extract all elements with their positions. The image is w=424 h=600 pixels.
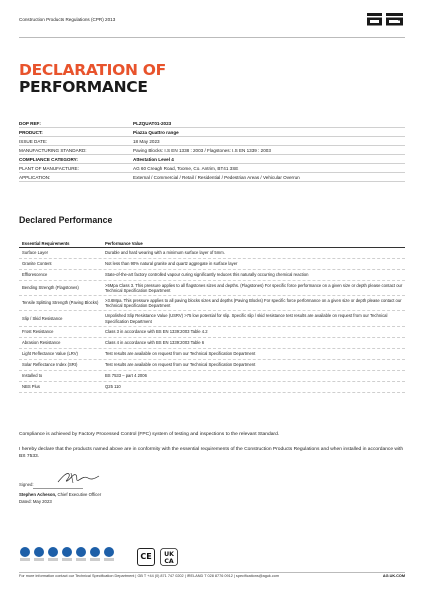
signer-role: Chief Executive Officer (57, 492, 102, 497)
meta-key: DOP REF: (19, 120, 41, 126)
meta-value: PLZQUAT01-2023 (133, 120, 172, 126)
meta-value: External / Commercial / Retail / Residential / Pedestrian Areas / Vehicular Overrun (133, 174, 300, 180)
table-row (19, 371, 405, 382)
ukca-mark-line-1: UK (164, 551, 174, 558)
value-cell: BS 7533 – part 4 2006 (105, 373, 147, 379)
table-row (19, 281, 405, 296)
meta-key: APPLICATION: (19, 174, 51, 180)
table-row (19, 248, 405, 259)
meta-value: Piazza Quattro range (133, 129, 179, 135)
meta-value: AG 60 Creagh Road, Toome, Co. Antrim, BT41 3SE (133, 165, 239, 171)
table-row (19, 327, 405, 338)
requirement-cell: Solar Reflectance Index (SRI) (22, 362, 78, 368)
meta-row (19, 128, 405, 137)
requirement-cell: Surface Layer (22, 250, 49, 256)
requirement-cell: Light Reflectance Value (LRV) (22, 351, 78, 357)
value-cell: Class 3 in accordance with BS EN 1339:2003 Table 4.2 (105, 329, 208, 335)
column-header-requirement: Essential Requirements (22, 240, 70, 246)
ce-mark: CE (137, 548, 155, 566)
certification-badge-icon (19, 546, 31, 562)
table-row (19, 349, 405, 360)
table-row (19, 259, 405, 270)
requirement-cell: Efflorescence (22, 272, 48, 278)
meta-value: Attestation Level 4 (133, 156, 174, 162)
value-cell: Not less than 90% natural granite and quartz aggregate in surface layer (105, 261, 238, 267)
meta-key: PRODUCT: (19, 129, 43, 135)
value-cell: >3.6Mpa. This pressure applies to all paving blocks sizes and depths (Paving Blocks) For specific force performance on a given size or depth please contact our Technical Specification Department (105, 297, 402, 308)
table-header (19, 239, 405, 248)
footer-website-link[interactable]: AG.UK.COM (382, 574, 405, 578)
requirement-cell: Tensile Splitting Strength (Paving Blocks) (22, 300, 99, 306)
value-cell: Test results are available on request from our Technical Specification Department (105, 351, 256, 357)
value-cell: Q25 110 (105, 384, 121, 390)
meta-row (19, 164, 405, 173)
regulation-label: Construction Products Regulations (CPR) 2013 (19, 17, 116, 22)
compliance-statement: Compliance is achieved by Factory Processed Control (FPC) system of testing and inspections to the relevant Standard. (19, 432, 280, 437)
page-title (19, 62, 166, 96)
table-row (19, 311, 405, 327)
requirement-cell: Frost Resistance (22, 329, 54, 335)
value-cell: Class 4 in accordance with BS EN 1339:2003 Table 6 (105, 340, 205, 346)
signer (19, 492, 101, 497)
value-cell: Durable and hard wearing with a minimum surface layer of 5mm. (105, 250, 225, 256)
table-row (19, 338, 405, 349)
meta-row (19, 173, 405, 182)
value-cell: Test results are available on request from our Technical Specification Department (105, 362, 256, 368)
title-line-1: DECLARATION OF (19, 61, 166, 79)
ukca-mark (160, 548, 178, 566)
header-divider (19, 37, 405, 38)
footer-contact: For more information contact our Technical Specification Department | GB T +44 (0) 871 747 0202 | IRELAND T 028 8776 0912 | specifications@aguk.com (19, 574, 280, 578)
title-line-2: PERFORMANCE (19, 78, 148, 96)
meta-key: COMPLIANCE CATEGORY: (19, 156, 78, 162)
column-header-value: Performance Value (105, 240, 143, 246)
meta-row (19, 137, 405, 146)
declaration-statement: I hereby declare that the products named above are in conformity with the essential requirements of the Construction Products Regulations and when installed in accordance with BS 7533. (19, 447, 404, 459)
table-row (19, 382, 405, 393)
value-cell: State-of-the-art factory controlled vapour curing significantly reduces this naturally occurring chemical reaction (105, 272, 309, 278)
certification-badge-icon (75, 546, 87, 562)
signer-name: Stephen Acheson, (19, 492, 57, 497)
signed-label: Signed: (19, 482, 34, 487)
requirement-cell: Slip / Skid Resistance (22, 315, 63, 321)
meta-row (19, 146, 405, 155)
certification-badge-icon (33, 546, 45, 562)
ag-logo (366, 11, 404, 27)
certification-badge-icon (61, 546, 73, 562)
requirement-cell: NBS Plus (22, 384, 40, 390)
certification-badge-icon (89, 546, 101, 562)
table-row (19, 270, 405, 281)
footer-divider (19, 572, 405, 573)
table-row (19, 360, 405, 371)
requirement-cell: Granite Content (22, 261, 52, 267)
section-heading: Declared Performance (19, 215, 113, 225)
meta-row (19, 155, 405, 164)
value-cell: >5Mpa Class 3. This pressure applies to all flagstones sizes and depths. (Flagstones) For specific force performance on a given size or depth please contact our Technical Specification Department (105, 282, 403, 293)
meta-key: MANUFACTURING STANDARD: (19, 147, 87, 153)
signature-image (55, 470, 101, 486)
requirement-cell: Installed to (22, 373, 43, 379)
meta-row (19, 119, 405, 128)
dated-label: Dated: May 2023 (19, 499, 52, 504)
ukca-mark-line-2: CA (164, 558, 174, 565)
meta-key: PLANT OF MANUFACTURE: (19, 165, 79, 171)
requirement-cell: Bending Strength (Flagstones) (22, 285, 79, 291)
certification-badge-icon (103, 546, 115, 562)
certification-badge-icon (47, 546, 59, 562)
product-details-table (19, 119, 405, 182)
meta-value: Paving Blocks: I.S EN 1338 : 2003 / Flagstones: I.S EN 1339 : 2003 (133, 147, 271, 153)
table-row (19, 296, 405, 311)
performance-table (19, 239, 405, 393)
meta-key: ISSUE DATE: (19, 138, 48, 144)
signature-line (33, 488, 83, 489)
meta-value: 18 May 2023 (133, 138, 160, 144)
value-cell: Unpolished Slip Resistance Value (USRV) >75 low potential for slip. Specific slip / skid resistance test results are available on request from our Technical Specification Department (105, 313, 388, 324)
requirement-cell: Abrasion Resistance (22, 340, 61, 346)
